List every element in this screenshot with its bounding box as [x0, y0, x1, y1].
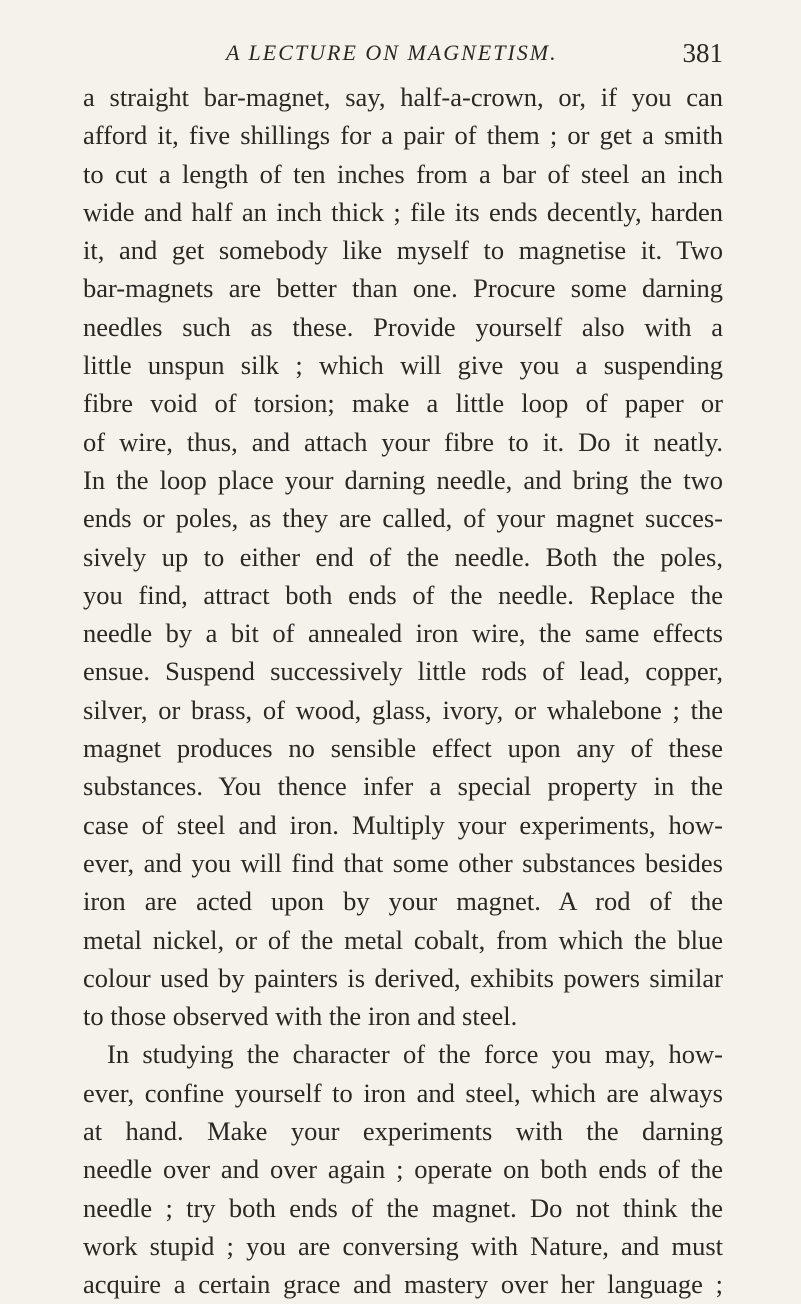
text-line: silver, or brass, of wood, glass, ivory, or whalebone ; the — [83, 694, 723, 725]
text-line: ensue. Suspend successively little rods of lead, copper, — [83, 656, 723, 687]
text-line: sively up to either end of the needle. Both the poles, — [83, 541, 723, 572]
body-text — [83, 78, 723, 1304]
text-line: a straight bar-magnet, say, half-a-crown, or, if you can — [83, 82, 723, 112]
text-line: work stupid ; you are conversing with Nature, and must — [83, 1230, 723, 1261]
text-line: In the loop place your darning needle, and bring the two — [83, 464, 723, 495]
text-line: it, and get somebody like myself to magnetise it. Two — [83, 235, 723, 266]
paragraph-end-line: to those observed with the iron and steel. — [83, 1001, 518, 1032]
text-line: bar-magnets are better than one. Procure some darning — [83, 273, 723, 304]
text-line: ends or poles, as they are called, of your magnet succes- — [83, 503, 723, 534]
text-line: wide and half an inch thick ; file its ends decently, harden — [83, 196, 723, 227]
text-line: needles such as these. Provide yourself also with a — [83, 311, 723, 342]
text-line: magnet produces no sensible effect upon any of these — [83, 733, 723, 764]
text-line: colour used by painters is derived, exhibits powers similar — [83, 962, 723, 993]
text-line: little unspun silk ; which will give you a suspending — [83, 350, 723, 381]
text-line: needle ; try both ends of the magnet. Do not think the — [83, 1192, 723, 1223]
text-line: acquire a certain grace and mastery over her language ; — [83, 1269, 723, 1300]
text-line: needle over and over again ; operate on both ends of the — [83, 1154, 723, 1185]
page-number: 381 — [682, 38, 723, 68]
text-line: metal nickel, or of the metal cobalt, from which the blue — [83, 924, 723, 955]
text-line: iron are acted upon by your magnet. A rod of the — [83, 886, 723, 917]
text-line: to cut a length of ten inches from a bar of steel an inch — [83, 158, 723, 189]
text-line: you find, attract both ends of the needle. Replace the — [83, 579, 723, 610]
text-line: of wire, thus, and attach your fibre to it. Do it neatly. — [83, 426, 723, 457]
text-line: needle by a bit of annealed iron wire, the same effects — [83, 618, 723, 649]
text-line: fibre void of torsion; make a little loop of paper or — [83, 388, 723, 419]
text-line: case of steel and iron. Multiply your experiments, how- — [83, 809, 723, 840]
text-line: afford it, five shillings for a pair of them ; or get a smith — [83, 120, 723, 151]
paragraph-start-line: In studying the character of the force you may, how- — [107, 1039, 723, 1070]
text-line: ever, confine yourself to iron and steel, which are always — [83, 1077, 723, 1108]
text-line: ever, and you will find that some other substances besides — [83, 847, 723, 878]
running-head — [0, 36, 801, 70]
running-title: A LECTURE ON MAGNETISM. — [226, 40, 558, 65]
text-line: substances. You thence infer a special property in the — [83, 771, 723, 802]
text-line: at hand. Make your experiments with the darning — [83, 1116, 723, 1147]
